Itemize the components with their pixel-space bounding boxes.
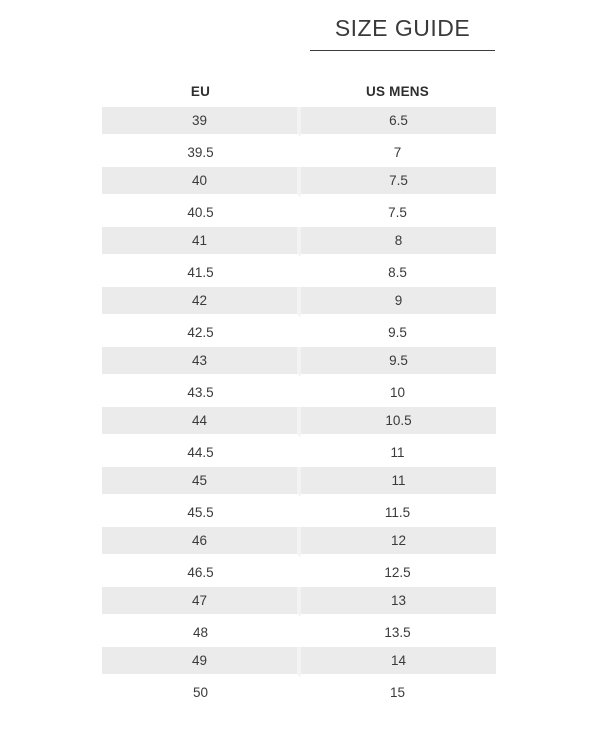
eu-size-cell: 44.5 bbox=[187, 444, 214, 460]
us-mens-size-cell: 11 bbox=[390, 444, 405, 460]
table-row bbox=[102, 647, 496, 677]
table-row bbox=[102, 317, 496, 347]
table-row bbox=[102, 467, 496, 497]
column-header-eu: EU bbox=[190, 83, 211, 99]
page-title: SIZE GUIDE bbox=[334, 15, 471, 41]
us-mens-size-cell: 10.5 bbox=[301, 407, 496, 437]
us-mens-size-cell: 9.5 bbox=[301, 347, 496, 377]
us-mens-size-cell: 7.5 bbox=[388, 204, 407, 220]
us-mens-size-cell: 11.5 bbox=[384, 504, 411, 520]
us-mens-size-cell: 13.5 bbox=[384, 624, 411, 640]
table-row bbox=[102, 167, 496, 197]
table-row bbox=[102, 437, 496, 467]
us-mens-size-cell: 12 bbox=[301, 527, 496, 557]
us-mens-size-cell: 12.5 bbox=[384, 564, 411, 580]
eu-size-cell: 41 bbox=[102, 227, 301, 257]
eu-size-cell: 42.5 bbox=[187, 324, 214, 340]
table-row bbox=[102, 527, 496, 557]
eu-size-cell: 39.5 bbox=[187, 144, 214, 160]
eu-size-cell: 44 bbox=[102, 407, 301, 437]
eu-size-cell: 49 bbox=[102, 647, 301, 677]
us-mens-size-cell: 8.5 bbox=[388, 264, 407, 280]
eu-size-cell: 47 bbox=[102, 587, 301, 617]
table-row bbox=[102, 677, 496, 707]
eu-size-cell: 41.5 bbox=[187, 264, 214, 280]
table-row bbox=[102, 587, 496, 617]
eu-size-cell: 43.5 bbox=[187, 384, 214, 400]
size-table-header-row bbox=[102, 75, 496, 107]
eu-size-cell: 50 bbox=[192, 684, 209, 700]
table-row bbox=[102, 227, 496, 257]
eu-size-cell: 42 bbox=[102, 287, 301, 317]
eu-size-cell: 45.5 bbox=[187, 504, 214, 520]
table-row bbox=[102, 347, 496, 377]
table-row bbox=[102, 107, 496, 137]
table-row bbox=[102, 557, 496, 587]
us-mens-size-cell: 6.5 bbox=[301, 107, 496, 137]
us-mens-size-cell: 8 bbox=[301, 227, 496, 257]
eu-size-cell: 40 bbox=[102, 167, 301, 197]
table-row bbox=[102, 287, 496, 317]
size-guide-title-block bbox=[310, 14, 495, 51]
us-mens-size-cell: 7 bbox=[393, 144, 402, 160]
eu-size-cell: 43 bbox=[102, 347, 301, 377]
eu-size-cell: 45 bbox=[102, 467, 301, 497]
us-mens-size-cell: 9 bbox=[301, 287, 496, 317]
us-mens-size-cell: 11 bbox=[301, 467, 496, 497]
table-row bbox=[102, 257, 496, 287]
size-table-body bbox=[102, 107, 496, 707]
table-row bbox=[102, 377, 496, 407]
table-row bbox=[102, 137, 496, 167]
us-mens-size-cell: 13 bbox=[301, 587, 496, 617]
us-mens-size-cell: 7.5 bbox=[301, 167, 496, 197]
eu-size-cell: 48 bbox=[192, 624, 209, 640]
us-mens-size-cell: 14 bbox=[301, 647, 496, 677]
table-row bbox=[102, 497, 496, 527]
table-row bbox=[102, 197, 496, 227]
us-mens-size-cell: 10 bbox=[389, 384, 406, 400]
eu-size-cell: 40.5 bbox=[187, 204, 214, 220]
us-mens-size-cell: 15 bbox=[389, 684, 406, 700]
column-header-us-mens: US MENS bbox=[366, 83, 429, 99]
table-row bbox=[102, 407, 496, 437]
size-guide-table bbox=[102, 75, 496, 707]
table-row bbox=[102, 617, 496, 647]
us-mens-size-cell: 9.5 bbox=[388, 324, 407, 340]
eu-size-cell: 39 bbox=[102, 107, 301, 137]
eu-size-cell: 46.5 bbox=[187, 564, 214, 580]
eu-size-cell: 46 bbox=[102, 527, 301, 557]
